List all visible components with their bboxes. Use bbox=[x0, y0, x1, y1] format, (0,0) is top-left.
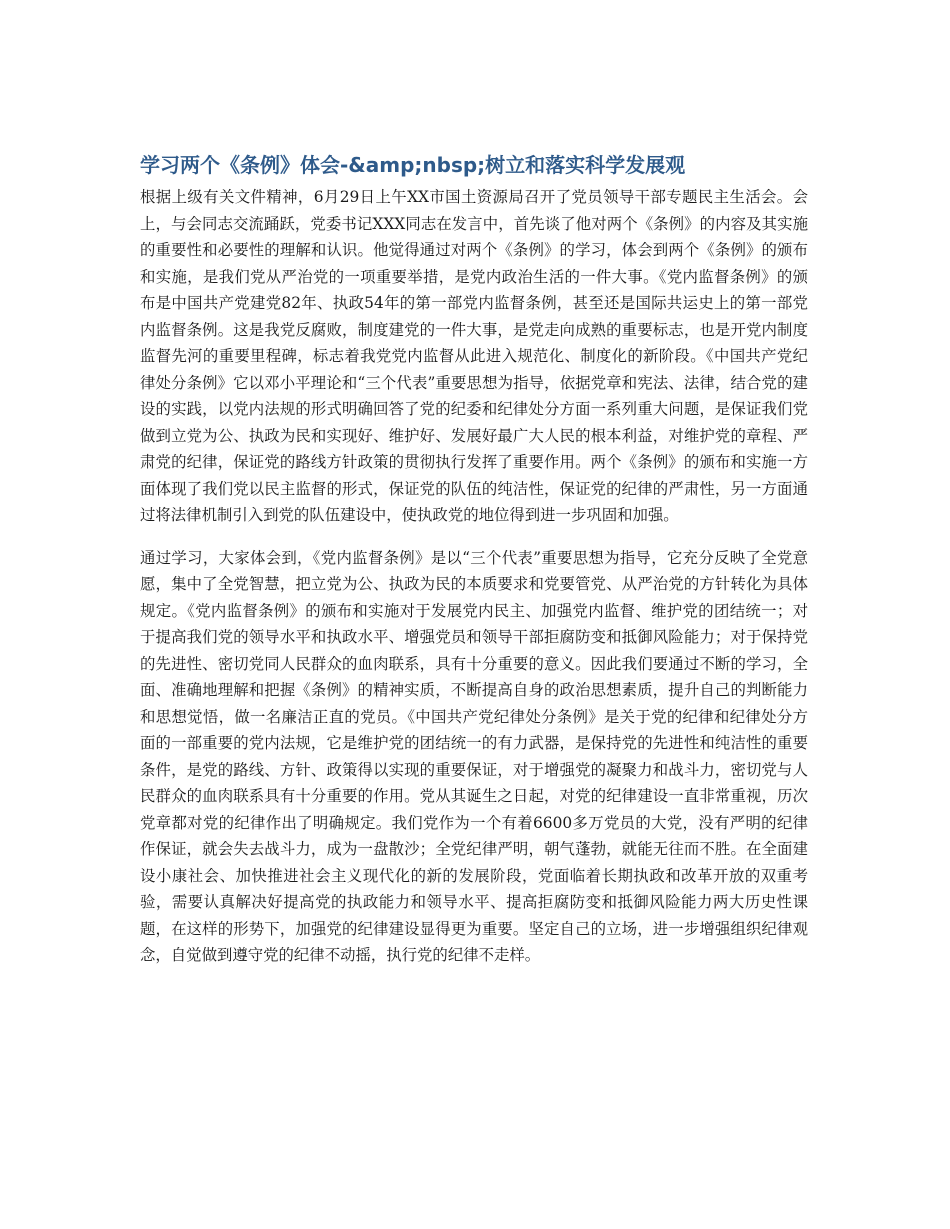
body-paragraph-2: 通过学习，大家体会到，《党内监督条例》是以“三个代表”重要思想为指导，它充分反映了全党意愿，集中了全党智慧，把立党为公、执政为民的本质要求和党要管党、从严治党的方针转化为具体规定。《党内监督条例》的颁布和实施对于发展党内民主、加强党内监督、维护党的团结统一；对于提高我们党的领导水平和执政水平、增强党员和领导干部拒腐防变和抵御风险能力；对于保持党的先进性、密切党同人民群众的血肉联系，具有十分重要的意义。因此我们要通过不断的学习，全面、准确地理解和把握《条例》的精神实质，不断提高自身的政治思想素质，提升自己的判断能力和思想觉悟，做一名廉洁正直的党员。《中国共产党纪律处分条例》是关于党的纪律和纪律处分方面的一部重要的党内法规，它是维护党的团结统一的有力武器，是保持党的先进性和纯洁性的重要条件，是党的路线、方针、政策得以实现的重要保证，对于增强党的凝聚力和战斗力，密切党与人民群众的血肉联系具有十分重要的作用。党从其诞生之日起，对党的纪律建设一直非常重视，历次党章都对党的纪律作出了明确规定。我们党作为一个有着6600多万党员的大党，没有严明的纪律作保证，就会失去战斗力，成为一盘散沙；全党纪律严明，朝气蓬勃，就能无往而不胜。在全面建设小康社会、加快推进社会主义现代化的新的发展阶段，党面临着长期执政和改革开放的双重考验，需要认真解决好提高党的执政能力和领导水平、提高拒腐防变和抵御风险能力两大历史性课题，在这样的形势下，加强党的纪律建设显得更为重要。坚定自己的立场，进一步增强组织纪律观念，自觉做到遵守党的纪律不动摇，执行党的纪律不走样。 bbox=[140, 548, 808, 964]
document-page bbox=[140, 150, 808, 969]
body-paragraph-1: 根据上级有关文件精神，6月29日上午XX市国土资源局召开了党员领导干部专题民主生活会。会上，与会同志交流踊跃，党委书记XXX同志在发言中，首先谈了他对两个《条例》的内容及其实施的重要性和必要性的理解和认识。他觉得通过对两个《条例》的学习，体会到两个《条例》的颁布和实施，是我们党从严治党的一项重要举措，是党内政治生活的一件大事。《党内监督条例》的颁布是中国共产党建党82年、执政54年的第一部党内监督条例，甚至还是国际共运史上的第一部党内监督条例。这是我党反腐败，制度建党的一件大事，是党走向成熟的重要标志，也是开党内制度监督先河的重要里程碑，标志着我党党内监督从此进入规范化、制度化的新阶段。《中国共产党纪律处分条例》它以邓小平理论和“三个代表”重要思想为指导，依据党章和宪法、法律，结合党的建设的实践，以党内法规的形式明确回答了党的纪委和纪律处分方面一系列重大问题，是保证我们党做到立党为公、执政为民和实现好、维护好、发展好最广大人民的根本利益，对维护党的章程、严肃党的纪律，保证党的路线方针政策的贯彻执行发挥了重要作用。两个《条例》的颁布和实施一方面体现了我们党以民主监督的形式，保证党的队伍的纯洁性，保证党的纪律的严肃性，另一方面通过将法律机制引入到党的队伍建设中，使执政党的地位得到进一步巩固和加强。 bbox=[140, 188, 808, 524]
document-title: 学习两个《条例》体会-&amp;nbsp;树立和落实科学发展观 bbox=[140, 153, 686, 177]
